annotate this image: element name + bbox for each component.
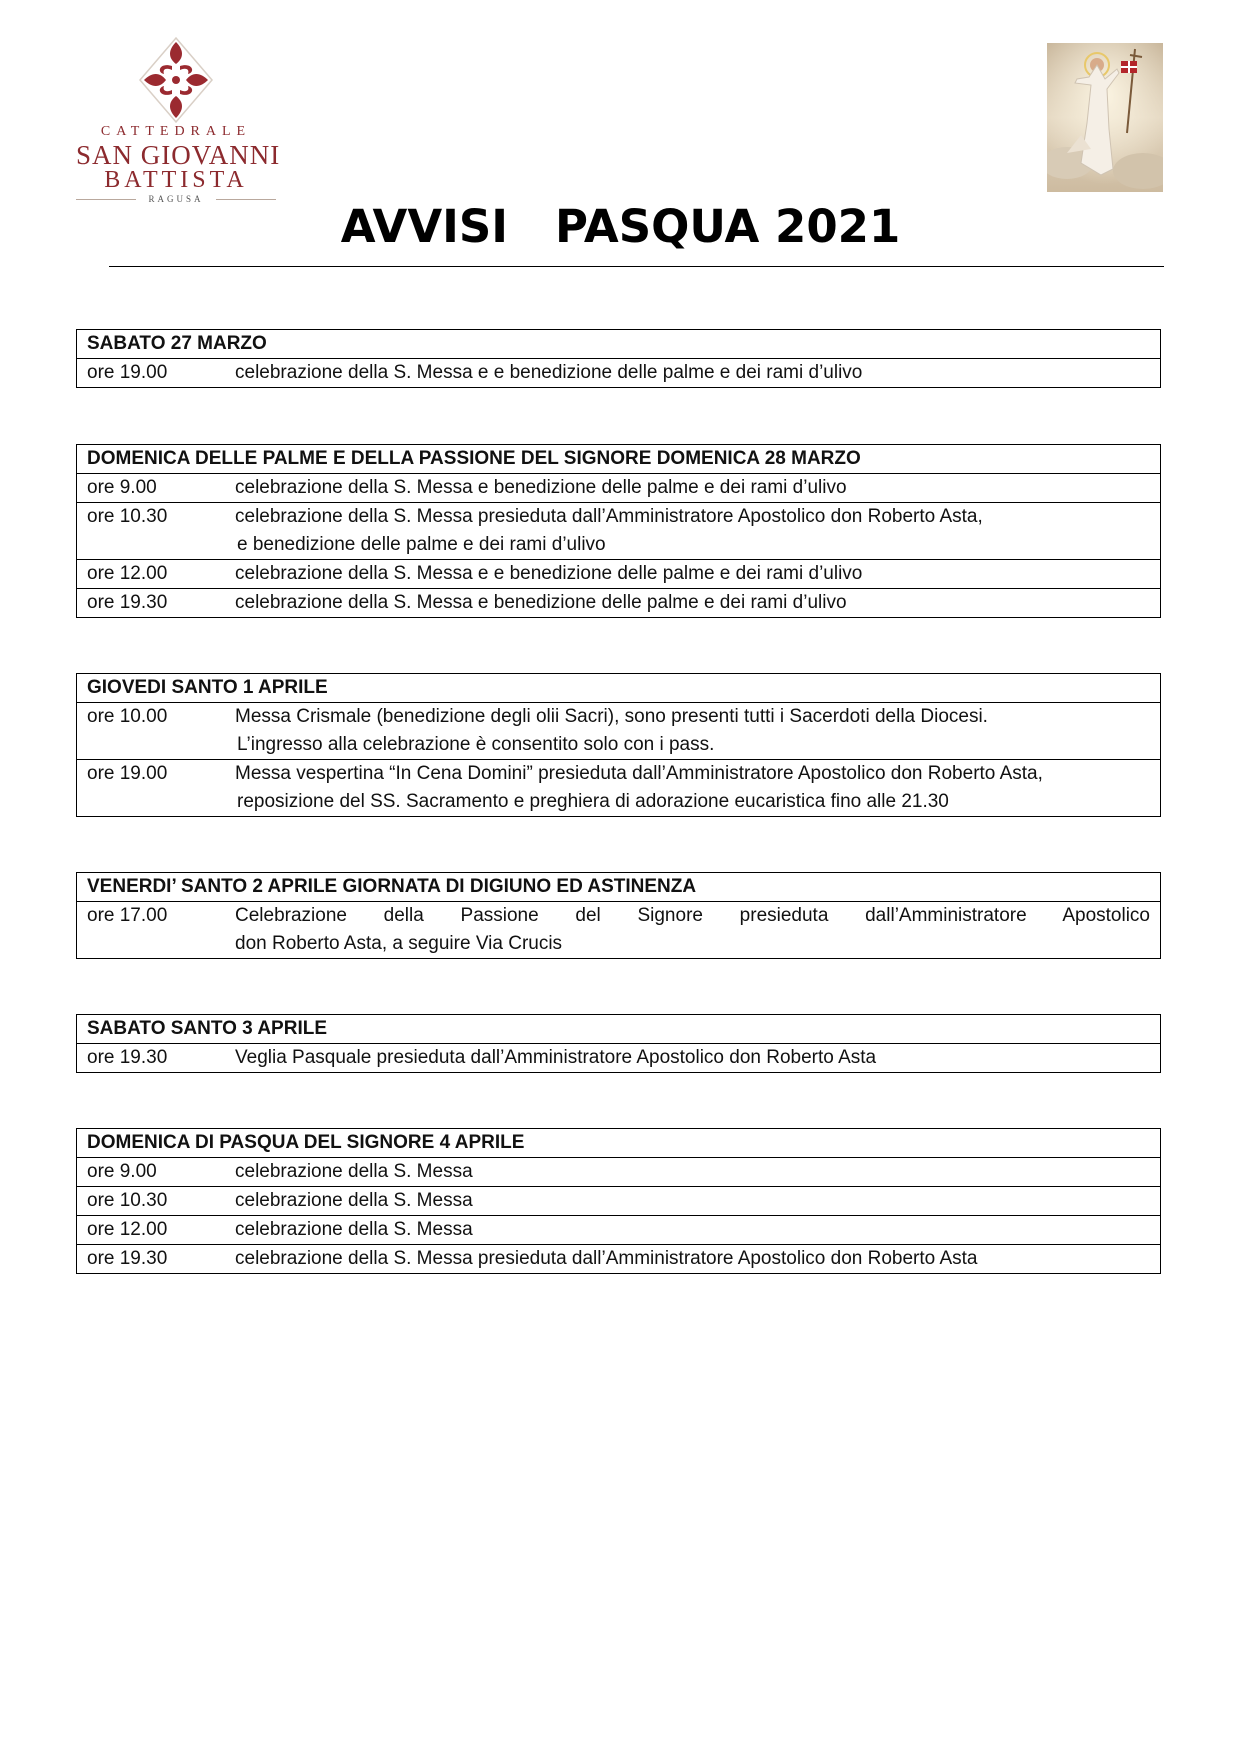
schedule-time: ore 10.00	[87, 706, 168, 727]
page-title: AVVISI PASQUA 2021	[340, 200, 901, 253]
schedule-row	[77, 559, 1160, 588]
schedule-time: ore 10.30	[87, 506, 168, 527]
schedule-description: celebrazione della S. Messa presieduta dall’Amministratore Apostolico don Roberto Asta, e benedizione delle palme e dei rami d’ulivo	[235, 506, 983, 555]
schedule-description: Veglia Pasquale presieduta dall’Amministratore Apostolico don Roberto Asta	[235, 1047, 877, 1068]
schedule-row	[77, 759, 1160, 816]
schedule-time: ore 19.00	[87, 763, 168, 784]
schedule-row	[77, 358, 1160, 387]
section-header: DOMENICA DELLE PALME E DELLA PASSIONE DEL SIGNORE DOMENICA 28 MARZO	[87, 448, 861, 469]
schedule-time: ore 19.30	[87, 592, 168, 613]
schedule-description: celebrazione della S. Messa	[235, 1190, 473, 1211]
section-header: SABATO SANTO 3 APRILE	[87, 1018, 327, 1039]
schedule-description: Messa vespertina “In Cena Domini” presieduta dall’Amministratore Apostolico don Roberto Asta, reposizione del SS. Sacramento e preghiera di adorazione eucaristica fino alle 21.30	[235, 763, 1043, 812]
schedule-row	[77, 1157, 1160, 1186]
schedule-row	[77, 1244, 1160, 1273]
schedule-description: celebrazione della S. Messa	[235, 1161, 473, 1182]
schedule-description: celebrazione della S. Messa e e benedizione delle palme e dei rami d’ulivo	[235, 563, 863, 584]
schedule-description: celebrazione della S. Messa e benedizione delle palme e dei rami d’ulivo	[235, 477, 847, 498]
event-section	[76, 444, 1161, 618]
logo-line-san-giovanni: SAN GIOVANNI	[76, 140, 281, 170]
schedule-time: ore 17.00	[87, 905, 168, 926]
schedule-time: ore 9.00	[87, 1161, 157, 1182]
schedule-description: Celebrazione della Passione del Signore presieduta dall’Amministratore Apostolico don Roberto Asta, a seguire Via Crucis	[235, 905, 1150, 954]
fleur-cross-icon	[138, 36, 214, 124]
schedule-row	[77, 588, 1160, 617]
schedule-description: celebrazione della S. Messa e benedizione delle palme e dei rami d’ulivo	[235, 592, 847, 613]
schedule-time: ore 19.30	[87, 1047, 168, 1068]
schedule-description: celebrazione della S. Messa e e benedizione delle palme e dei rami d’ulivo	[235, 362, 863, 383]
section-header: DOMENICA DI PASQUA DEL SIGNORE 4 APRILE	[87, 1132, 525, 1153]
event-section	[76, 1014, 1161, 1073]
schedule-row	[77, 1043, 1160, 1072]
schedule-time: ore 19.00	[87, 362, 168, 383]
schedule-row	[77, 901, 1160, 958]
title-divider	[109, 266, 1164, 267]
event-section	[76, 1128, 1161, 1274]
schedule-time: ore 9.00	[87, 477, 157, 498]
logo-line-battista: BATTISTA	[104, 167, 248, 193]
schedule-row	[77, 473, 1160, 502]
schedule-description: Messa Crismale (benedizione degli olii Sacri), sono presenti tutti i Sacerdoti della Diocesi. L’ingresso alla celebrazione è consentito solo con i pass.	[235, 706, 988, 755]
schedule-time: ore 19.30	[87, 1248, 168, 1269]
logo-line-ragusa: RAGUSA	[148, 194, 204, 204]
schedule-time: ore 12.00	[87, 1219, 168, 1240]
schedule-row	[77, 502, 1160, 559]
event-section	[76, 673, 1161, 817]
schedule-description: celebrazione della S. Messa presieduta dall’Amministratore Apostolico don Roberto Asta	[235, 1248, 978, 1269]
event-section	[76, 872, 1161, 959]
section-header: VENERDI’ SANTO 2 APRILE GIORNATA DI DIGIUNO ED ASTINENZA	[87, 876, 697, 897]
risen-christ-image	[1047, 43, 1163, 192]
schedule-time: ore 12.00	[87, 563, 168, 584]
schedule-description: celebrazione della S. Messa	[235, 1219, 473, 1240]
section-header: SABATO 27 MARZO	[87, 333, 267, 354]
schedule-row	[77, 702, 1160, 759]
schedule-time: ore 10.30	[87, 1190, 168, 1211]
event-section	[76, 329, 1161, 388]
schedule-row	[77, 1215, 1160, 1244]
schedule-row	[77, 1186, 1160, 1215]
cathedral-logo	[76, 36, 281, 204]
logo-line-cattedrale: CATTEDRALE	[100, 124, 252, 139]
section-header: GIOVEDI SANTO 1 APRILE	[87, 677, 328, 698]
